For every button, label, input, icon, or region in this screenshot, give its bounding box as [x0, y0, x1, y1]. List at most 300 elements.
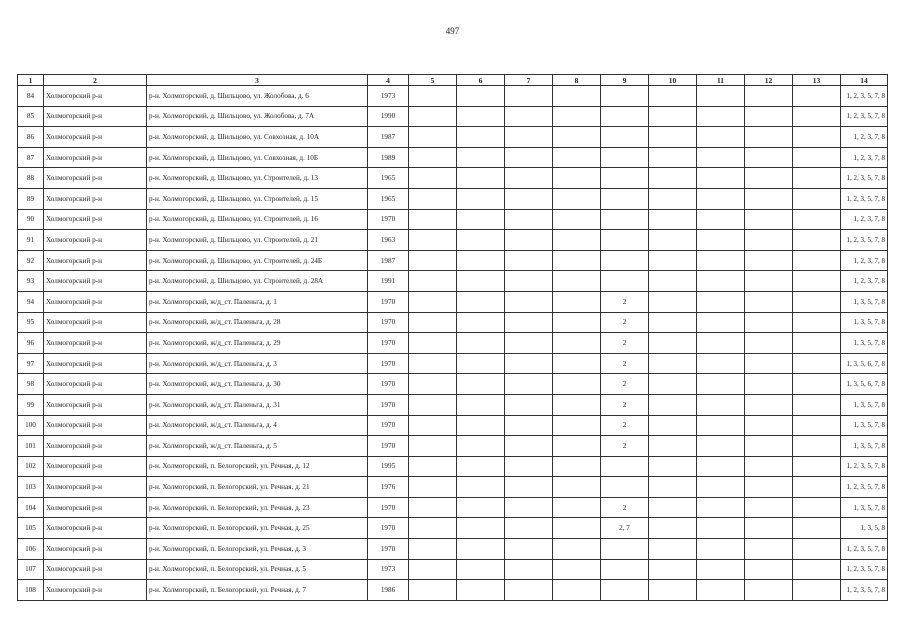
table-cell-col-11 [697, 86, 745, 107]
table-cell-col-8 [553, 127, 601, 148]
table-cell-col-5 [409, 250, 457, 271]
table-cell-col-7 [505, 415, 553, 436]
table-cell-col-12 [745, 147, 793, 168]
table-cell-col-4: 1987 [368, 250, 409, 271]
column-header-12: 12 [745, 75, 793, 86]
table-cell-col-10 [649, 230, 697, 251]
table-cell-col-2: Холмогорский р-н [44, 374, 147, 395]
table-cell-col-11 [697, 209, 745, 230]
table-cell-col-13 [793, 291, 841, 312]
table-cell-col-10 [649, 127, 697, 148]
table-cell-col-11 [697, 456, 745, 477]
table-cell-col-13 [793, 497, 841, 518]
table-cell-col-3: р-н. Холмогорский, п. Белогорский, ул. Речная, д. 5 [147, 559, 368, 580]
table-cell-col-2: Холмогорский р-н [44, 353, 147, 374]
table-cell-col-3: р-н. Холмогорский, д. Шильцово, ул. Строителей, д. 15 [147, 188, 368, 209]
table-cell-col-11 [697, 127, 745, 148]
table-cell-col-6 [457, 559, 505, 580]
table-cell-col-3: р-н. Холмогорский, ж/д_ст. Паленьга, д. 5 [147, 436, 368, 457]
table-cell-col-14: 1, 3, 5, 8 [841, 518, 888, 539]
table-cell-col-11 [697, 106, 745, 127]
table-cell-col-6 [457, 168, 505, 189]
table-cell-col-8 [553, 250, 601, 271]
table-cell-col-2: Холмогорский р-н [44, 333, 147, 354]
table-cell-col-12 [745, 456, 793, 477]
column-header-7: 7 [505, 75, 553, 86]
table-cell-col-6 [457, 497, 505, 518]
table-cell-col-5 [409, 518, 457, 539]
table-cell-col-1: 87 [18, 147, 44, 168]
table-cell-col-6 [457, 436, 505, 457]
table-cell-col-7 [505, 353, 553, 374]
table-cell-col-13 [793, 539, 841, 560]
table-cell-col-11 [697, 147, 745, 168]
table-cell-col-2: Холмогорский р-н [44, 477, 147, 498]
table-cell-col-4: 1970 [368, 394, 409, 415]
table-cell-col-2: Холмогорский р-н [44, 291, 147, 312]
table-cell-col-12 [745, 291, 793, 312]
table-cell-col-3: р-н. Холмогорский, д. Шильцово, ул. Строителей, д. 16 [147, 209, 368, 230]
table-cell-col-10 [649, 106, 697, 127]
table-cell-col-11 [697, 271, 745, 292]
table-cell-col-8 [553, 394, 601, 415]
table-cell-col-9 [601, 539, 649, 560]
table-cell-col-4: 1970 [368, 353, 409, 374]
table-cell-col-9: 2 [601, 415, 649, 436]
table-cell-col-10 [649, 312, 697, 333]
table-cell-col-8 [553, 271, 601, 292]
table-cell-col-4: 1970 [368, 436, 409, 457]
table-cell-col-13 [793, 86, 841, 107]
table-cell-col-1: 90 [18, 209, 44, 230]
table-cell-col-2: Холмогорский р-н [44, 456, 147, 477]
table-cell-col-6 [457, 250, 505, 271]
table-cell-col-5 [409, 477, 457, 498]
table-cell-col-12 [745, 353, 793, 374]
table-cell-col-3: р-н. Холмогорский, д. Шильцово, ул. Строителей, д. 21 [147, 230, 368, 251]
table-cell-col-9 [601, 168, 649, 189]
table-cell-col-5 [409, 580, 457, 601]
table-cell-col-4: 1970 [368, 374, 409, 395]
table-cell-col-6 [457, 86, 505, 107]
table-cell-col-3: р-н. Холмогорский, п. Белогорский, ул. Речная, д. 7 [147, 580, 368, 601]
table-cell-col-9: 2 [601, 353, 649, 374]
table-cell-col-4: 1963 [368, 230, 409, 251]
table-cell-col-6 [457, 539, 505, 560]
table-cell-col-7 [505, 271, 553, 292]
table-cell-col-10 [649, 353, 697, 374]
table-cell-col-4: 1973 [368, 86, 409, 107]
table-cell-col-6 [457, 415, 505, 436]
table-cell-col-1: 102 [18, 456, 44, 477]
table-cell-col-7 [505, 127, 553, 148]
table-row [18, 147, 888, 168]
table-cell-col-7 [505, 539, 553, 560]
table-cell-col-12 [745, 106, 793, 127]
table-cell-col-11 [697, 291, 745, 312]
table-cell-col-7 [505, 188, 553, 209]
table-cell-col-3: р-н. Холмогорский, п. Белогорский, ул. Речная, д. 3 [147, 539, 368, 560]
column-header-4: 4 [368, 75, 409, 86]
table-cell-col-1: 106 [18, 539, 44, 560]
column-header-6: 6 [457, 75, 505, 86]
table-cell-col-3: р-н. Холмогорский, д. Шильцово, ул. Строителей, д. 24Б [147, 250, 368, 271]
header-row [18, 75, 888, 86]
table-header [18, 75, 888, 86]
table-cell-col-8 [553, 436, 601, 457]
table-cell-col-10 [649, 250, 697, 271]
table-cell-col-11 [697, 436, 745, 457]
table-cell-col-13 [793, 559, 841, 580]
table-cell-col-8 [553, 353, 601, 374]
table-row [18, 333, 888, 354]
table-cell-col-5 [409, 271, 457, 292]
table-cell-col-9 [601, 209, 649, 230]
table-cell-col-14: 1, 2, 3, 5, 7, 8 [841, 539, 888, 560]
table-cell-col-11 [697, 333, 745, 354]
table-cell-col-6 [457, 580, 505, 601]
table-cell-col-1: 89 [18, 188, 44, 209]
table-cell-col-12 [745, 250, 793, 271]
table-cell-col-2: Холмогорский р-н [44, 415, 147, 436]
table-cell-col-14: 1, 3, 5, 7, 8 [841, 312, 888, 333]
table-cell-col-12 [745, 209, 793, 230]
table-cell-col-9 [601, 147, 649, 168]
table-cell-col-2: Холмогорский р-н [44, 230, 147, 251]
table-cell-col-8 [553, 168, 601, 189]
table-row [18, 394, 888, 415]
table-cell-col-4: 1995 [368, 456, 409, 477]
table-cell-col-4: 1965 [368, 168, 409, 189]
table-row [18, 580, 888, 601]
table-cell-col-3: р-н. Холмогорский, п. Белогорский, ул. Речная, д. 25 [147, 518, 368, 539]
table-cell-col-3: р-н. Холмогорский, д. Шильцово, ул. Совхозная, д. 10А [147, 127, 368, 148]
table-cell-col-4: 1970 [368, 333, 409, 354]
table-cell-col-5 [409, 394, 457, 415]
table-cell-col-2: Холмогорский р-н [44, 394, 147, 415]
table-body [18, 86, 888, 601]
table-cell-col-13 [793, 436, 841, 457]
table-cell-col-6 [457, 106, 505, 127]
table-cell-col-6 [457, 209, 505, 230]
table-cell-col-1: 84 [18, 86, 44, 107]
table-cell-col-12 [745, 559, 793, 580]
table-cell-col-2: Холмогорский р-н [44, 168, 147, 189]
table-cell-col-7 [505, 312, 553, 333]
table-cell-col-7 [505, 394, 553, 415]
table-cell-col-6 [457, 333, 505, 354]
table-cell-col-9: 2 [601, 333, 649, 354]
table-cell-col-8 [553, 477, 601, 498]
table-cell-col-12 [745, 127, 793, 148]
table-cell-col-2: Холмогорский р-н [44, 188, 147, 209]
table-cell-col-11 [697, 394, 745, 415]
table-cell-col-7 [505, 497, 553, 518]
table-cell-col-11 [697, 230, 745, 251]
table-cell-col-2: Холмогорский р-н [44, 539, 147, 560]
table-cell-col-13 [793, 127, 841, 148]
table-cell-col-11 [697, 497, 745, 518]
table-cell-col-1: 86 [18, 127, 44, 148]
table-cell-col-1: 92 [18, 250, 44, 271]
column-header-2: 2 [44, 75, 147, 86]
table-cell-col-11 [697, 477, 745, 498]
table-cell-col-6 [457, 312, 505, 333]
table-cell-col-14: 1, 2, 3, 7, 8 [841, 127, 888, 148]
table-cell-col-9: 2 [601, 394, 649, 415]
table-cell-col-9 [601, 559, 649, 580]
table-row [18, 497, 888, 518]
table-cell-col-2: Холмогорский р-н [44, 580, 147, 601]
table-cell-col-8 [553, 312, 601, 333]
table-cell-col-9 [601, 230, 649, 251]
table-cell-col-11 [697, 312, 745, 333]
table-cell-col-8 [553, 497, 601, 518]
column-header-5: 5 [409, 75, 457, 86]
table-row [18, 271, 888, 292]
table-row [18, 188, 888, 209]
column-header-14: 14 [841, 75, 888, 86]
table-cell-col-13 [793, 333, 841, 354]
table-cell-col-7 [505, 106, 553, 127]
table-cell-col-14: 1, 2, 3, 5, 7, 8 [841, 580, 888, 601]
table-cell-col-4: 1970 [368, 209, 409, 230]
table-row [18, 168, 888, 189]
table-cell-col-7 [505, 374, 553, 395]
table-cell-col-6 [457, 271, 505, 292]
column-header-10: 10 [649, 75, 697, 86]
table-cell-col-8 [553, 580, 601, 601]
table-cell-col-3: р-н. Холмогорский, ж/д_ст. Паленьга, д. 4 [147, 415, 368, 436]
table-cell-col-7 [505, 250, 553, 271]
table-cell-col-14: 1, 2, 3, 5, 7, 8 [841, 477, 888, 498]
table-cell-col-14: 1, 2, 3, 5, 7, 8 [841, 188, 888, 209]
table-cell-col-9 [601, 477, 649, 498]
table-row [18, 209, 888, 230]
table-cell-col-4: 1970 [368, 291, 409, 312]
table-cell-col-7 [505, 209, 553, 230]
table-cell-col-2: Холмогорский р-н [44, 86, 147, 107]
table-cell-col-1: 100 [18, 415, 44, 436]
table-cell-col-9: 2 [601, 312, 649, 333]
table-cell-col-13 [793, 374, 841, 395]
table-cell-col-12 [745, 539, 793, 560]
table-cell-col-10 [649, 559, 697, 580]
table-cell-col-2: Холмогорский р-н [44, 559, 147, 580]
table-cell-col-7 [505, 333, 553, 354]
table-cell-col-14: 1, 2, 3, 5, 7, 8 [841, 559, 888, 580]
table-cell-col-8 [553, 456, 601, 477]
table-cell-col-13 [793, 353, 841, 374]
table-cell-col-6 [457, 147, 505, 168]
table-cell-col-1: 107 [18, 559, 44, 580]
table-cell-col-14: 1, 3, 5, 7, 8 [841, 333, 888, 354]
table-cell-col-1: 85 [18, 106, 44, 127]
table-cell-col-7 [505, 559, 553, 580]
table-cell-col-6 [457, 230, 505, 251]
table-cell-col-4: 1970 [368, 539, 409, 560]
table-row [18, 86, 888, 107]
table-cell-col-4: 1989 [368, 147, 409, 168]
table-cell-col-2: Холмогорский р-н [44, 497, 147, 518]
table-cell-col-11 [697, 415, 745, 436]
table-cell-col-3: р-н. Холмогорский, ж/д_ст. Паленьга, д. 31 [147, 394, 368, 415]
table-cell-col-10 [649, 374, 697, 395]
table-cell-col-5 [409, 291, 457, 312]
table-cell-col-10 [649, 209, 697, 230]
table-cell-col-12 [745, 188, 793, 209]
table-cell-col-12 [745, 168, 793, 189]
table-cell-col-10 [649, 168, 697, 189]
table-cell-col-13 [793, 168, 841, 189]
table-row [18, 230, 888, 251]
table-cell-col-13 [793, 580, 841, 601]
table-cell-col-3: р-н. Холмогорский, п. Белогорский, ул. Речная, д. 21 [147, 477, 368, 498]
table-cell-col-14: 1, 2, 3, 7, 8 [841, 271, 888, 292]
table-cell-col-4: 1976 [368, 477, 409, 498]
table-row [18, 477, 888, 498]
table-cell-col-9 [601, 127, 649, 148]
table-cell-col-5 [409, 312, 457, 333]
table-cell-col-1: 93 [18, 271, 44, 292]
table-cell-col-14: 1, 3, 5, 7, 8 [841, 415, 888, 436]
table-row [18, 127, 888, 148]
table-cell-col-3: р-н. Холмогорский, ж/д_ст. Паленьга, д. 29 [147, 333, 368, 354]
table-cell-col-4: 1973 [368, 559, 409, 580]
column-header-8: 8 [553, 75, 601, 86]
table-cell-col-9: 2 [601, 436, 649, 457]
table-cell-col-9 [601, 580, 649, 601]
table-cell-col-6 [457, 188, 505, 209]
table-cell-col-1: 88 [18, 168, 44, 189]
table-cell-col-3: р-н. Холмогорский, п. Белогорский, ул. Речная, д. 12 [147, 456, 368, 477]
table-cell-col-6 [457, 518, 505, 539]
table-row [18, 456, 888, 477]
table-row [18, 559, 888, 580]
table-row [18, 291, 888, 312]
table-cell-col-10 [649, 147, 697, 168]
table-cell-col-14: 1, 3, 5, 6, 7, 8 [841, 374, 888, 395]
table-cell-col-6 [457, 456, 505, 477]
table-cell-col-10 [649, 456, 697, 477]
table-cell-col-8 [553, 539, 601, 560]
table-cell-col-6 [457, 477, 505, 498]
table-cell-col-8 [553, 230, 601, 251]
data-table [17, 74, 888, 601]
table-cell-col-11 [697, 188, 745, 209]
table-row [18, 353, 888, 374]
table-cell-col-13 [793, 518, 841, 539]
table-cell-col-2: Холмогорский р-н [44, 312, 147, 333]
table-cell-col-6 [457, 291, 505, 312]
table-cell-col-14: 1, 2, 3, 7, 8 [841, 250, 888, 271]
table-cell-col-2: Холмогорский р-н [44, 209, 147, 230]
table-cell-col-13 [793, 106, 841, 127]
table-cell-col-12 [745, 580, 793, 601]
table-cell-col-2: Холмогорский р-н [44, 147, 147, 168]
table-cell-col-8 [553, 291, 601, 312]
table-cell-col-3: р-н. Холмогорский, д. Шильцово, ул. Строителей, д. 28А [147, 271, 368, 292]
table-cell-col-12 [745, 374, 793, 395]
table-cell-col-14: 1, 2, 3, 5, 7, 8 [841, 106, 888, 127]
table-cell-col-1: 96 [18, 333, 44, 354]
table-cell-col-10 [649, 415, 697, 436]
table-cell-col-4: 1987 [368, 127, 409, 148]
table-cell-col-4: 1970 [368, 312, 409, 333]
table-cell-col-13 [793, 456, 841, 477]
table-cell-col-14: 1, 3, 5, 7, 8 [841, 394, 888, 415]
table-cell-col-1: 95 [18, 312, 44, 333]
table-cell-col-10 [649, 333, 697, 354]
table-cell-col-5 [409, 559, 457, 580]
table-cell-col-5 [409, 333, 457, 354]
table-cell-col-8 [553, 106, 601, 127]
table-cell-col-13 [793, 147, 841, 168]
table-cell-col-6 [457, 394, 505, 415]
table-cell-col-14: 1, 2, 3, 5, 7, 8 [841, 456, 888, 477]
table-cell-col-8 [553, 559, 601, 580]
table-cell-col-11 [697, 374, 745, 395]
table-cell-col-13 [793, 230, 841, 251]
table-cell-col-12 [745, 477, 793, 498]
table-cell-col-14: 1, 2, 3, 7, 8 [841, 209, 888, 230]
table-row [18, 539, 888, 560]
table-cell-col-10 [649, 86, 697, 107]
table-cell-col-1: 108 [18, 580, 44, 601]
table-cell-col-4: 1970 [368, 518, 409, 539]
table-cell-col-13 [793, 394, 841, 415]
table-cell-col-10 [649, 477, 697, 498]
table-cell-col-7 [505, 147, 553, 168]
table-cell-col-12 [745, 86, 793, 107]
table-cell-col-14: 1, 2, 3, 7, 8 [841, 147, 888, 168]
table-cell-col-8 [553, 374, 601, 395]
table-cell-col-7 [505, 477, 553, 498]
table-cell-col-3: р-н. Холмогорский, ж/д_ст. Паленьга, д. 30 [147, 374, 368, 395]
table-cell-col-5 [409, 209, 457, 230]
table-cell-col-1: 97 [18, 353, 44, 374]
table-cell-col-9 [601, 188, 649, 209]
table-cell-col-8 [553, 415, 601, 436]
table-cell-col-2: Холмогорский р-н [44, 436, 147, 457]
table-row [18, 250, 888, 271]
table-cell-col-3: р-н. Холмогорский, ж/д_ст. Паленьга, д. 28 [147, 312, 368, 333]
table-cell-col-2: Холмогорский р-н [44, 250, 147, 271]
table-row [18, 106, 888, 127]
table-cell-col-12 [745, 415, 793, 436]
table-cell-col-12 [745, 271, 793, 292]
table-cell-col-7 [505, 580, 553, 601]
table-cell-col-3: р-н. Холмогорский, д. Шильцово, ул. Строителей, д. 13 [147, 168, 368, 189]
table-row [18, 312, 888, 333]
table-cell-col-13 [793, 477, 841, 498]
table-cell-col-14: 1, 3, 5, 6, 7, 8 [841, 353, 888, 374]
table-cell-col-7 [505, 86, 553, 107]
table-cell-col-14: 1, 3, 5, 7, 8 [841, 436, 888, 457]
table-cell-col-11 [697, 353, 745, 374]
table-cell-col-14: 1, 3, 5, 7, 8 [841, 497, 888, 518]
table-cell-col-12 [745, 333, 793, 354]
table-cell-col-1: 98 [18, 374, 44, 395]
table-cell-col-14: 1, 2, 3, 5, 7, 8 [841, 168, 888, 189]
table-cell-col-12 [745, 312, 793, 333]
table-cell-col-7 [505, 291, 553, 312]
table-cell-col-11 [697, 559, 745, 580]
table-cell-col-4: 1965 [368, 188, 409, 209]
table-cell-col-8 [553, 86, 601, 107]
table-cell-col-11 [697, 580, 745, 601]
table-cell-col-7 [505, 230, 553, 251]
